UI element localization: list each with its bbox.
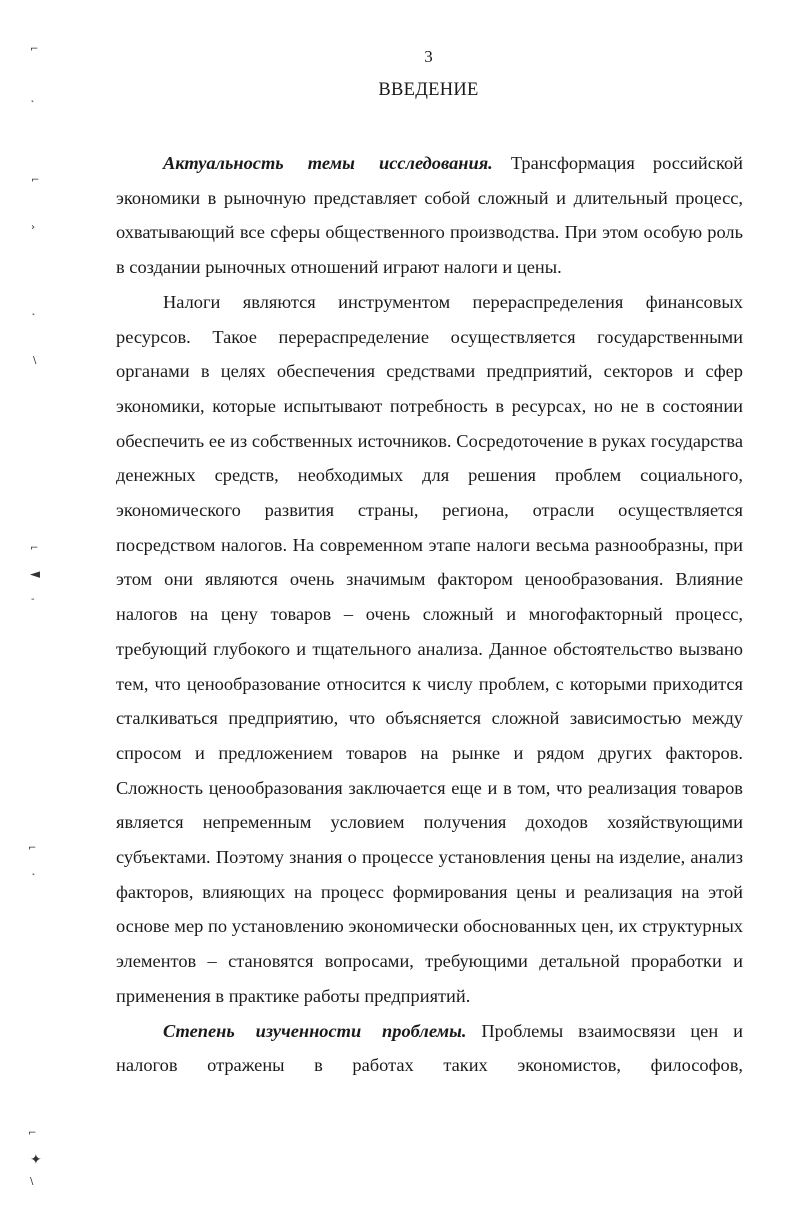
section-heading: ВВЕДЕНИЕ [378,80,479,100]
scan-artifact: › [31,222,35,233]
paragraph-relevance [116,146,743,285]
paragraph-lead: Степень изученности проблемы. [163,1020,467,1041]
scan-artifact: \ [30,1176,34,1187]
scan-artifact: ⌐ [28,1128,37,1139]
scan-artifact: ⌐ [30,543,39,554]
body-text [116,146,743,1083]
scan-artifact: ✦ [30,1152,42,1168]
scan-artifact: ˛ [31,865,36,876]
scan-margin-marks [0,0,60,1207]
paragraph-study-degree [116,1014,743,1083]
scan-artifact: \ [33,355,37,366]
scan-artifact: ◄ [30,567,40,582]
scan-artifact: ⌐ [28,843,37,854]
scan-artifact: ˛ [31,305,36,316]
paragraph-text: Трансформация российской экономики в рыночную представляет собой сложный и длительный процесс, охватывающий все сферы общественного производства. При этом особую роль в создании рыночных отношений играют налоги и цены. [116,153,743,278]
scan-artifact: ˛ [30,92,35,103]
paragraph-taxes [116,285,743,1014]
scan-artifact: ⌐ [30,44,39,55]
paragraph-text: Налоги являются инструментом перераспределения финансовых ресурсов. Такое перераспределение осуществляется государственными органами в целях обеспечения средствами предприятий, секторов и сфер экономики, которые испытывают потребность в ресурсах, но не в состоянии обеспечить ее из собственных источников. Сосредоточение в руках государства денежных средств, необходимых для решения проблем социального, экономического развития страны, региона, отрасли осуществляется посредством налогов. На современном этапе налоги весьма разнообразны, при этом они являются очень значимым фактором ценообразования. Влияние налогов на цену товаров – очень сложный и многофакторный процесс, требующий глубокого и тщательного анализа. Данное обстоятельство вызвано тем, что ценообразование относится к числу проблем, с которыми приходится сталкиваться предприятию, что объясняется сложной зависимостью между спросом и предложением товаров на рынке и рядом других факторов. Сложность ценообразования заключается еще и в том, что реализация товаров является непременным условием получения доходов хозяйствующими субъектами. Поэтому знания о процессе установления цены на изделие, анализ факторов, влияющих на процесс формирования цены и реализация на этой основе мер по установлению экономически обоснованных цен, их структурных элементов – становятся вопросами, требующими детальной проработки и применения в практике работы предприятий. [116,291,743,1006]
paragraph-text: Проблемы взаимосвязи цен и налогов отражены в работах таких экономистов, философов, [116,1020,743,1076]
paragraph-lead: Актуальность темы исследования. [163,153,493,173]
scan-artifact: ⌐ [31,175,40,186]
scan-artifact: - [31,594,35,605]
page-number: 3 [424,47,433,66]
